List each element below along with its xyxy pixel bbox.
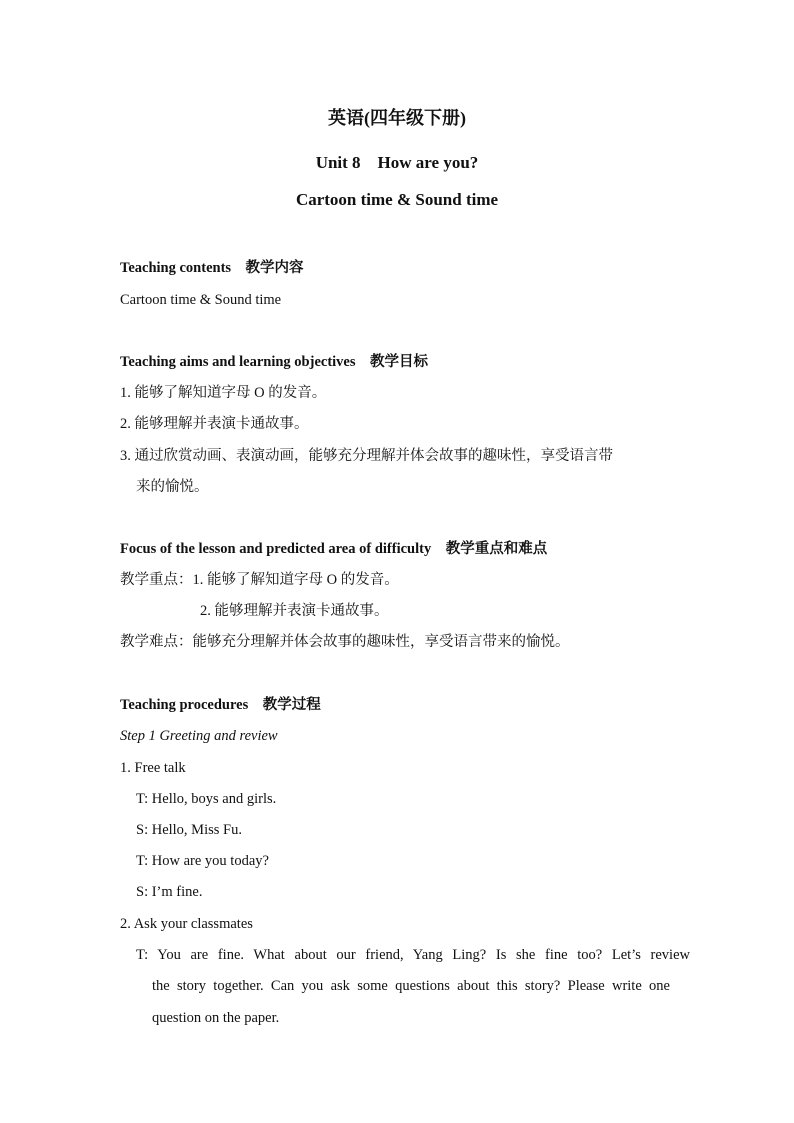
- ask-classmates-label: 2. Ask your classmates: [120, 916, 253, 932]
- para-line-3: question on the paper.: [152, 1010, 280, 1026]
- aim-item-3: 3. 通过欣赏动画、表演动画，能够充分理解并体会故事的趣味性，享受语言带: [120, 448, 613, 464]
- dialog-line-2: S: Hello, Miss Fu.: [136, 822, 242, 838]
- aims-heading: Teaching aims and learning objectives 教学目标: [120, 354, 429, 370]
- step-1-title: Step 1 Greeting and review: [120, 728, 278, 744]
- document-title: 英语(四年级下册): [328, 108, 466, 128]
- aim-item-3-cont: 来的愉悦。: [136, 479, 209, 495]
- focus-difficulty: 教学难点：能够充分理解并体会故事的趣味性，享受语言带来的愉悦。: [120, 634, 570, 650]
- contents-heading: Teaching contents 教学内容: [120, 260, 304, 276]
- lesson-subtitle: Cartoon time & Sound time: [295, 190, 499, 209]
- procedures-heading: Teaching procedures 教学过程: [120, 697, 321, 713]
- dialog-line-4: S: I’m fine.: [136, 884, 203, 900]
- contents-text: Cartoon time & Sound time: [120, 292, 282, 308]
- para-line-2: the story together. Can you ask some questions about this story? Please write one: [152, 978, 670, 994]
- dialog-line-1: T: Hello, boys and girls.: [136, 791, 277, 807]
- para-line-1: T: You are fine. What about our friend, Yang Ling? Is she fine too? Let’s review: [136, 947, 690, 963]
- focus-heading: Focus of the lesson and predicted area of difficulty 教学重点和难点: [120, 541, 548, 557]
- focus-key-1: 教学重点：1. 能够了解知道字母 O 的发音。: [120, 572, 399, 588]
- aim-item-1: 1. 能够了解知道字母 O 的发音。: [120, 385, 327, 401]
- dialog-line-3: T: How are you today?: [136, 853, 269, 869]
- unit-title: Unit 8 How are you?: [315, 153, 479, 172]
- focus-key-2: 2. 能够理解并表演卡通故事。: [200, 603, 389, 619]
- aim-item-2: 2. 能够理解并表演卡通故事。: [120, 416, 309, 432]
- free-talk-label: 1. Free talk: [120, 760, 186, 776]
